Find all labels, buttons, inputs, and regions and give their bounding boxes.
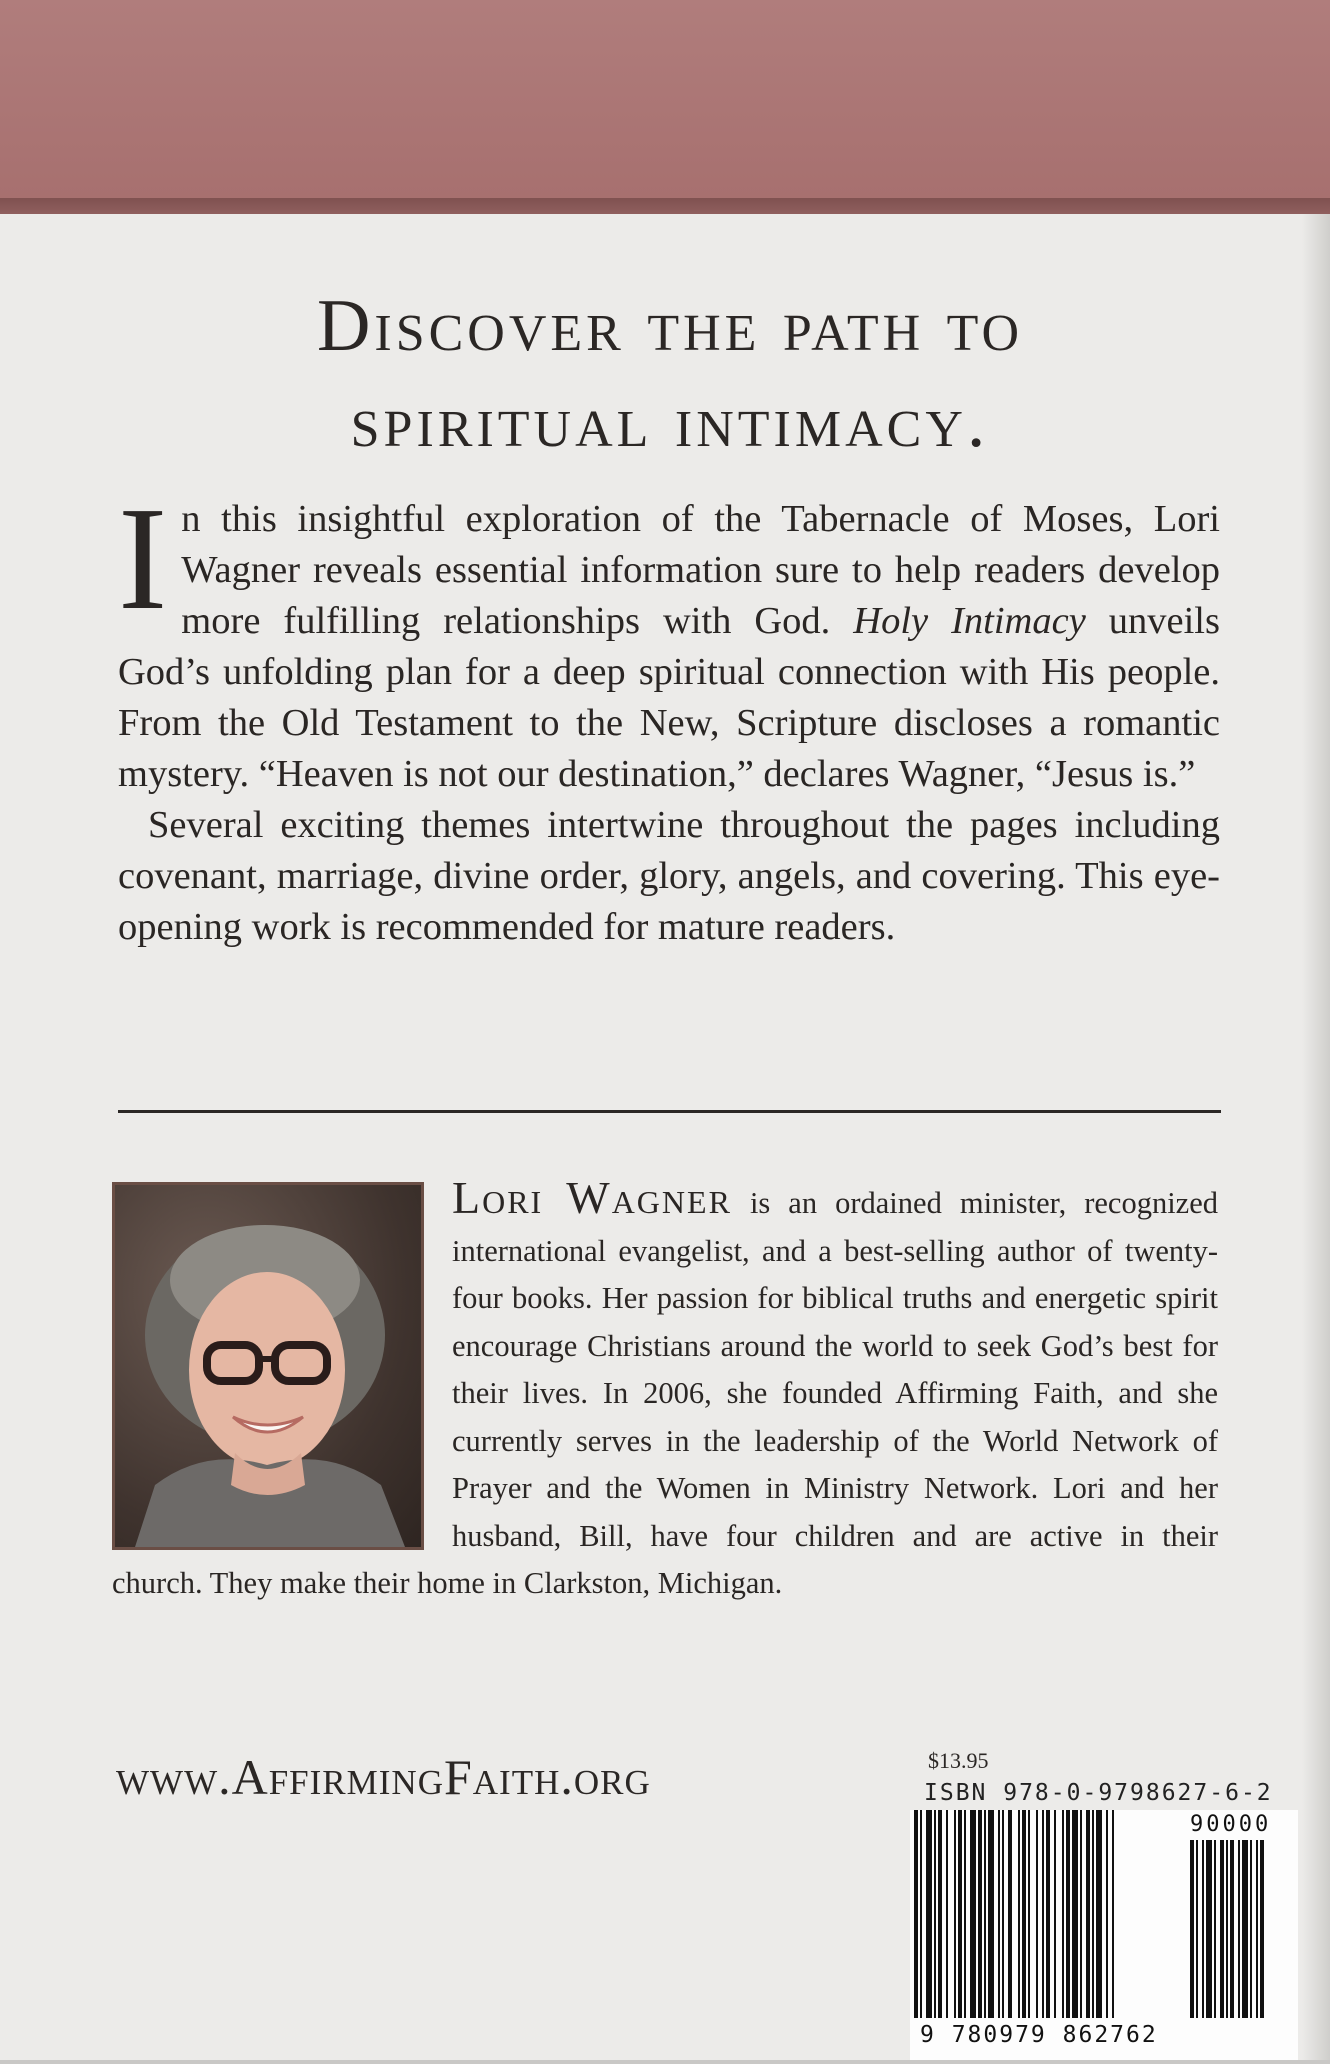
book-title: Holy Intimacy <box>853 600 1086 642</box>
barcode-bar <box>1008 1810 1012 2018</box>
addon-bar <box>1250 1840 1252 2018</box>
barcode-bar <box>938 1810 942 2018</box>
addon-bar <box>1256 1840 1258 2018</box>
book-description <box>118 477 1220 953</box>
addon-bar <box>1230 1840 1234 2018</box>
description-paragraph-2: Several exciting themes intertwine throughout the pages including covenant, marriage, divine order, glory, angels, and covering. This eye-opening work is recommended for mature readers. <box>118 804 1220 948</box>
headline-line-1: Discover the path to <box>316 285 1024 367</box>
barcode-bar <box>926 1810 932 2018</box>
addon-bar <box>1196 1840 1198 2018</box>
barcode-bar <box>1046 1810 1050 2018</box>
barcode-bar <box>1054 1810 1056 2018</box>
barcode-bar <box>1018 1810 1020 2018</box>
description-text-b: unveils God’s unfolding plan for a deep spiritual connection with His people. From the Old Testament to the New, Scripture discloses a romantic mystery. “Heaven is not our destination,” declares Wagner, “Jesus is.” <box>118 600 1220 795</box>
addon-bar <box>1238 1840 1240 2018</box>
barcode-bar <box>1062 1810 1064 2018</box>
barcode-bar <box>1022 1810 1026 2018</box>
barcode-addon-code: 90000 <box>1190 1812 1272 1837</box>
barcode-bar <box>1080 1810 1082 2018</box>
barcode-bar <box>970 1810 976 2018</box>
barcode-bar <box>914 1810 918 2018</box>
top-color-band <box>0 0 1330 198</box>
description-paragraph-1 <box>118 477 1220 800</box>
addon-bar <box>1226 1840 1228 2018</box>
author-portrait-image <box>115 1185 421 1547</box>
addon-bar <box>1202 1840 1204 2018</box>
barcode-bar <box>1072 1810 1078 2018</box>
section-divider <box>118 1110 1221 1113</box>
headline-line-2: spiritual intimacy. <box>350 381 990 463</box>
barcode-bar <box>1066 1810 1070 2018</box>
addon-bar <box>1242 1840 1248 2018</box>
addon-bar <box>1190 1840 1194 2018</box>
barcode-bar <box>978 1810 982 2018</box>
barcode-bar <box>1112 1810 1114 2018</box>
barcode-bar <box>1002 1810 1004 2018</box>
addon-bar <box>1260 1840 1264 2018</box>
barcode-bar <box>1086 1810 1090 2018</box>
barcode-bar <box>1092 1810 1094 2018</box>
page-edge-shadow <box>1302 214 1330 2060</box>
bio-text: is an ordained minister, recognized international evangelist, and a best-selling author of twenty-four books. Her passion for biblical truths and energetic spirit encourage Christians around the world to seek God’s best for their lives. In 2006, she founded Affirming Faith, and she currently serves in the leadership of the World Network of Prayer and the Women in Ministry Network. Lori and her husband, Bill, have four children and are active in their church. They make their home in Clarkston, Michigan. <box>112 1186 1219 1600</box>
addon-bar <box>1214 1840 1216 2018</box>
barcode-digits: 9 780979 862762 <box>920 2022 1158 2048</box>
barcode-bar <box>958 1810 962 2018</box>
barcode-bar <box>1106 1810 1108 2018</box>
author-name: Lori Wagner <box>452 1172 732 1223</box>
top-band-edge <box>0 198 1330 214</box>
barcode-bar <box>954 1810 956 2018</box>
barcode-bar <box>984 1810 986 2018</box>
barcode-bar <box>946 1810 948 2018</box>
barcode-bar <box>1028 1810 1030 2018</box>
drop-cap: I <box>118 477 168 641</box>
barcode-bar <box>920 1810 922 2018</box>
description-text-a: n this insightful exploration of the Tabernacle of Moses, Lori Wagner reveals essential information sure to help readers develop more fulfilling relationships with God. <box>181 498 1220 642</box>
barcode-bar <box>1096 1810 1102 2018</box>
author-photo <box>112 1182 424 1550</box>
barcode-bar <box>1042 1810 1044 2018</box>
barcode-bar <box>1036 1810 1038 2018</box>
addon-bar <box>1206 1840 1212 2018</box>
barcode-bar <box>988 1810 994 2018</box>
website-url: www.AffirmingFaith.org <box>116 1749 651 1805</box>
barcode-bar <box>964 1810 966 2018</box>
barcode-bar <box>998 1810 1000 2018</box>
isbn-text: ISBN 978-0-9798627-6-2 <box>924 1780 1273 1806</box>
price: $13.95 <box>928 1748 989 1773</box>
headline <box>120 278 1220 470</box>
addon-bar <box>1220 1840 1224 2018</box>
barcode-bar <box>934 1810 936 2018</box>
